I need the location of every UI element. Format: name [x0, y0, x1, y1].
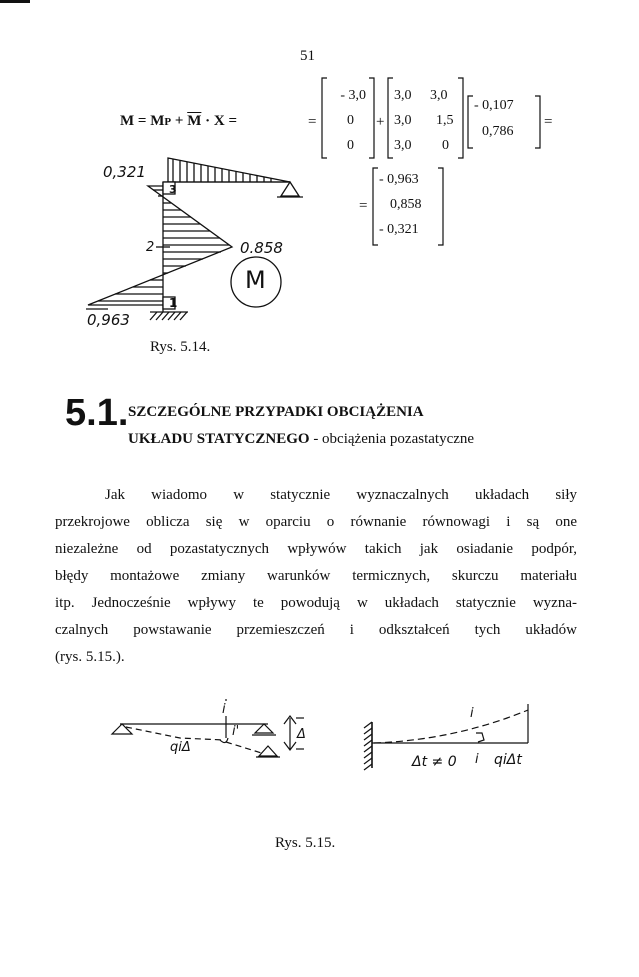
eq-mp-main: M: [150, 113, 165, 129]
mbar-cell-2-1: 3,0: [394, 113, 412, 128]
node-3-label: 3: [169, 183, 177, 196]
left-support: [112, 724, 132, 734]
body-line-5: itp. Jednocześnie wpływy te powodują w układach statycznie wyzna-: [55, 595, 577, 611]
result-cell-2: 0,858: [390, 197, 422, 212]
left-q-label: qiΔ: [170, 740, 191, 755]
mp-cell-2: 0: [347, 113, 354, 128]
right-q-label: qiΔt: [494, 752, 522, 768]
eq-plus: +: [174, 113, 184, 129]
mid-support: [255, 724, 273, 733]
eq-plus-2: +: [376, 114, 385, 130]
body-line-3: niezależne od pozastatycznych wpływów takich jak osiadanie podpór,: [55, 541, 577, 557]
eq-sign-1: =: [137, 113, 147, 129]
body-line-7: (rys. 5.15.).: [55, 649, 125, 665]
eq-sign-4: =: [544, 114, 553, 130]
body-line-6: czalnych powstawanie przemieszczeń i odkształceń tych układów: [55, 622, 577, 638]
top-moment-value: 0,321: [103, 163, 146, 181]
left-i-top: i: [222, 702, 226, 717]
mbar-cell-3-1: 3,0: [394, 138, 412, 153]
eq-x: X: [213, 113, 225, 129]
section-title-bold: UKŁADU STATYCZNEGO: [128, 431, 310, 447]
fixed-wall-hatch: [364, 722, 372, 770]
eq-lhs: M: [120, 113, 135, 129]
mid-moment-value: 0.858: [240, 239, 283, 257]
eq-sign-5: =: [359, 198, 368, 214]
body-line-2: przekrojowe oblicza się w oparciu o równanie równowagi i są one: [55, 514, 577, 530]
result-cell-3: - 0,321: [379, 222, 419, 237]
body-line-1: Jak wiadomo w statycznie wyznaczalnych układach siły: [105, 487, 577, 503]
section-number: 5.1.: [65, 392, 129, 434]
node-2-label: 2: [146, 240, 155, 255]
x-cell-2: 0,786: [482, 124, 514, 139]
cantilever-deflected: [374, 710, 528, 743]
deflected-span-1: [126, 727, 224, 740]
diagram-label-m: M: [245, 266, 266, 294]
eq-dot: ·: [205, 113, 211, 129]
mp-cell-3: 0: [347, 138, 354, 153]
eq-sign-2: =: [228, 113, 238, 129]
eq-mp-sub: P: [164, 116, 172, 128]
mbar-cell-2-2: 1,5: [436, 113, 454, 128]
mbar-cell-1-2: 3,0: [430, 88, 448, 103]
mp-cell-1: - 3,0: [340, 88, 366, 103]
left-delta-label: Δ: [297, 727, 306, 742]
right-condition: Δt ≠ 0: [412, 754, 457, 770]
left-i-mid: i': [232, 724, 240, 739]
eq-sign-3: =: [308, 114, 317, 130]
section-title-line-1: SZCZEGÓLNE PRZYPADKI OBCIĄŻENIA: [128, 404, 424, 420]
settled-support: [259, 746, 277, 756]
section-title-rest: - obciążenia pozastatyczne: [309, 431, 475, 447]
figure-514-caption: Rys. 5.14.: [150, 339, 211, 355]
page-number: 51: [300, 48, 315, 64]
mbar-cell-3-2: 0: [442, 138, 449, 153]
right-i-top: i: [470, 706, 474, 721]
mbar-cell-1-1: 3,0: [394, 88, 412, 103]
body-line-4: błędy montażowe zmiany warunków termicznych, skurczu materiału: [55, 568, 577, 584]
x-cell-1: - 0,107: [474, 98, 514, 113]
eq-mbar: $\overline{M}$: [187, 113, 202, 129]
node-1-label: 1: [169, 296, 178, 310]
figure-515-caption: Rys. 5.15.: [275, 835, 336, 851]
right-i-marker: [476, 733, 484, 742]
result-cell-1: - 0,963: [379, 172, 419, 187]
bottom-moment-value: 0,963: [87, 311, 130, 329]
right-i-bottom: i: [475, 752, 479, 767]
